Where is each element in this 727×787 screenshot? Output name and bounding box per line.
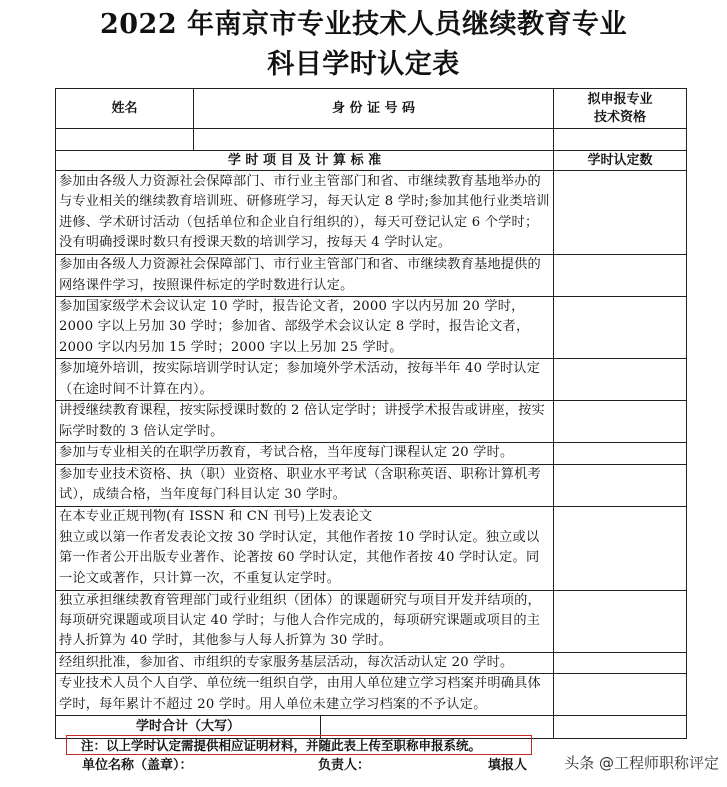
item-qualification-exam: 参加专业技术资格、执（职）业资格、职业水平考试（含职称英语、职称计算机考试），成绩合格，当年度每门科目认定 30 学时。 [56,464,554,506]
form-title-line-2: 科目学时认定表 [267,49,460,80]
note-box: 注：以上学时认定需提供相应证明材料，并随此表上传至职称申报系统。 [66,735,532,755]
hours-section-header: 学时认定数 [554,151,687,171]
item-self-study: 专业技术人员个人自学、单位统一组织自学，由用人单位建立学习档案并明确具体学时，每年累计不超过 20 学时。用人单位未建立学习档案的不予认定。 [56,674,554,716]
qualification-header-line-2: 技术资格 [593,109,646,125]
responsible-person-label: 负责人： [318,758,371,773]
hours-field[interactable] [554,506,687,590]
total-hours-field[interactable] [554,716,687,739]
qualification-header [554,89,687,129]
hours-field[interactable] [554,359,687,401]
name-header: 姓名 [56,89,194,129]
hours-field[interactable] [554,443,687,464]
item-overseas-training: 参加境外培训，按实际培训学时认定；参加境外学术活动，按每半年 40 学时认定（在途时间不计算在内）。 [56,359,554,401]
name-field[interactable] [56,129,194,151]
total-label: 学时合计（大写） [56,716,321,738]
hours-field[interactable] [554,652,687,673]
form-title-line-1: 2022 年南京市专业技术人员继续教育专业 [99,9,628,40]
qualification-field[interactable] [554,129,687,151]
hours-field[interactable] [554,464,687,506]
hours-field[interactable] [554,297,687,359]
item-publications: 在本专业正规刊物(有 ISSN 和 CN 刊号)上发表论文 独立或以第一作者发表论文按 30 学时认定，其他作者按 10 学时认定。独立或以第一作者公开出版专业著作、论著按 60 学时认定，其他作者按 40 学时认定。同一论文或著作，只计算一次，不重复认定学时。 [56,506,554,590]
hours-field[interactable] [554,674,687,716]
item-academic-conference: 参加国家级学术会议认定 10 学时，报告论文者，2000 字以内另加 20 学时，2000 字以上另加 30 学时；参加省、部级学术会议认定 8 学时，报告论文者，2000 字以内另加 15 学时；2000 字以上另加 25 学时。 [56,297,554,359]
item-teaching: 讲授继续教育课程，按实际授课时数的 2 倍认定学时；讲授学术报告或讲座，按实际学时数的 3 倍认定学时。 [56,401,554,443]
hours-field[interactable] [554,401,687,443]
item-research-project: 独立承担继续教育管理部门或行业组织（团体）的课题研究与项目开发并结项的，每项研究课题或项目认定 40 学时；与他人合作完成的，每项研究课题或项目的主持人折算为 40 学时，其他参与人每人折算为 30 学时。 [56,590,554,652]
filler-label: 填报人 [488,758,528,773]
item-expert-service: 经组织批准，参加省、市组织的专家服务基层活动，每次活动认定 20 学时。 [56,652,554,673]
hours-field[interactable] [554,255,687,297]
watermark: 头条 @工程师职称评定 [564,754,719,772]
id-number-header: 身 份 证 号 码 [194,89,554,129]
qualification-header-line-1: 拟申报专业 [587,91,653,107]
item-online-courseware: 参加由各级人力资源社会保障部门、市行业主管部门和省、市继续教育基地提供的网络课件学习，按照课件标定的学时数进行认定。 [56,255,554,297]
item-degree-education: 参加与专业相关的在职学历教育，考试合格，当年度每门课程认定 20 学时。 [56,443,554,464]
items-section-header: 学 时 项 目 及 计 算 标 准 [56,151,554,171]
unit-name-label: 单位名称（盖章）： [82,758,193,773]
hours-field[interactable] [554,171,687,255]
item-training-class: 参加由各级人力资源社会保障部门、市行业主管部门和省、市继续教育基地举办的与专业相关的继续教育培训班、研修班学习，每天认定 8 学时;参加其他行业类培训进修、学术研讨活动（包括单位和企业自行组织的），每天可登记认定 6 个学时；没有明确授课时数只有授课天数的培训学习，按每天 4 学时认定。 [56,171,554,255]
id-number-field[interactable] [194,129,554,151]
hours-field[interactable] [554,590,687,652]
credit-hours-table [55,88,687,739]
